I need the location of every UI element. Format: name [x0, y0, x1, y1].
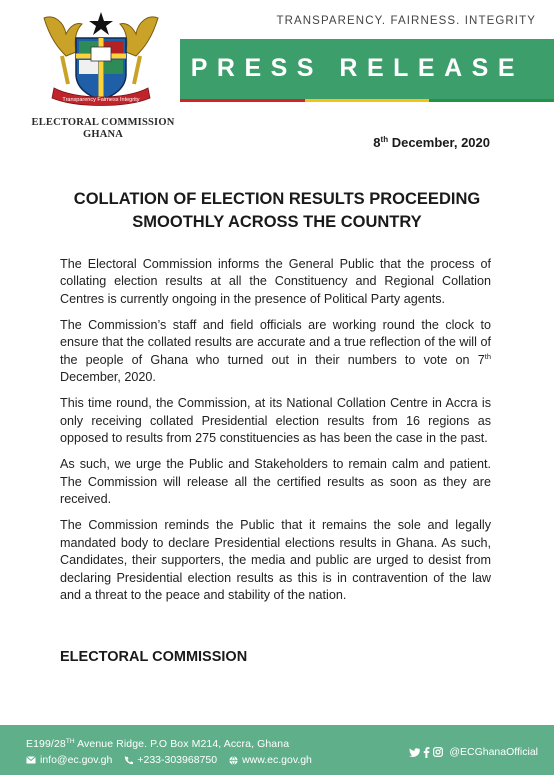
- website-text[interactable]: www.ec.gov.gh: [242, 754, 312, 766]
- twitter-icon[interactable]: [409, 748, 420, 757]
- footer: [0, 725, 554, 775]
- website-contact[interactable]: [229, 754, 312, 766]
- paragraph-3: This time round, the Commission, at its National Collation Centre in Accra is only receiving collated Presidential election results from 16 regions as opposed to results from 275 constituencies as has been the case in the past.: [60, 396, 491, 446]
- org-name-line2: GHANA: [82, 129, 124, 140]
- flag-stripe: [180, 99, 554, 102]
- date-suffix: th: [380, 135, 389, 144]
- stripe-green: [429, 99, 554, 102]
- instagram-icon[interactable]: [433, 747, 443, 757]
- signature: ELECTORAL COMMISSION: [60, 649, 248, 665]
- stripe-red: [180, 99, 305, 102]
- paragraph-4: As such, we urge the Public and Stakeholders to remain calm and patient. The Commission will release all the certified results as soon as they are received.: [60, 457, 491, 507]
- logo-ribbon-text: Transparency Fairness Integrity: [62, 97, 140, 103]
- globe-icon: [229, 756, 238, 765]
- organisation-name: [18, 117, 188, 141]
- paragraph-2: [60, 317, 491, 387]
- footer-social: [409, 746, 538, 758]
- paragraph-5: The Commission reminds the Public that it remains the sole and legally mandated body to declare Presidential elections results in Ghana. As such, Candidates, their supporters, the media and public are urged to desist from declaring Presidential election results as this is in contravention of the law and a threat to the peace and stability of the nation.: [60, 518, 491, 603]
- phone-text[interactable]: +233-303968750: [137, 754, 218, 766]
- coat-of-arms-logo: [36, 8, 166, 116]
- phone-icon: [124, 756, 133, 765]
- title-line2: SMOOTHLY ACROSS THE COUNTRY: [132, 213, 422, 231]
- social-icons: [409, 747, 443, 758]
- date-day: 8: [373, 135, 381, 150]
- org-name-line1: ELECTORAL COMMISSION: [31, 117, 175, 128]
- title-line1: COLLATION OF ELECTION RESULTS PROCEEDING: [73, 190, 481, 208]
- paragraph-2-sup: th: [484, 351, 491, 361]
- stripe-yellow: [305, 99, 430, 102]
- phone-contact[interactable]: [124, 754, 217, 766]
- release-date: [373, 135, 490, 150]
- tagline: TRANSPARENCY. FAIRNESS. INTEGRITY: [276, 15, 536, 27]
- paragraph-1: The Electoral Commission informs the General Public that the process of collating election results at all the Constituency and Regional Collation Centres is currently ongoing in the presence of Political Party agents.: [60, 257, 491, 306]
- address-sup: TH: [65, 738, 75, 745]
- mail-icon: [26, 756, 36, 764]
- banner-title: PRESS RELEASE: [190, 54, 524, 82]
- facebook-icon[interactable]: [423, 747, 430, 758]
- address-b: Avenue Ridge. P.O Box M214, Accra, Ghana: [74, 738, 290, 750]
- body-text: [60, 256, 491, 613]
- address-a: E199/28: [26, 738, 66, 750]
- social-handle[interactable]: @ECGhanaOfficial: [449, 746, 538, 758]
- paragraph-2-b: December, 2020.: [60, 370, 156, 385]
- email-contact[interactable]: [26, 754, 112, 766]
- document-title: [30, 188, 524, 234]
- paragraph-2-a: The Commission’s staff and field officials are working round the clock to ensure that the collated results are accurate and a true reflection of the will of the people of Ghana who turned out in their numbers to vote on 7: [60, 318, 491, 367]
- email-text[interactable]: info@ec.gov.gh: [40, 754, 113, 766]
- footer-address: [26, 738, 289, 750]
- footer-contacts: [26, 754, 312, 766]
- date-rest: December, 2020: [388, 135, 490, 150]
